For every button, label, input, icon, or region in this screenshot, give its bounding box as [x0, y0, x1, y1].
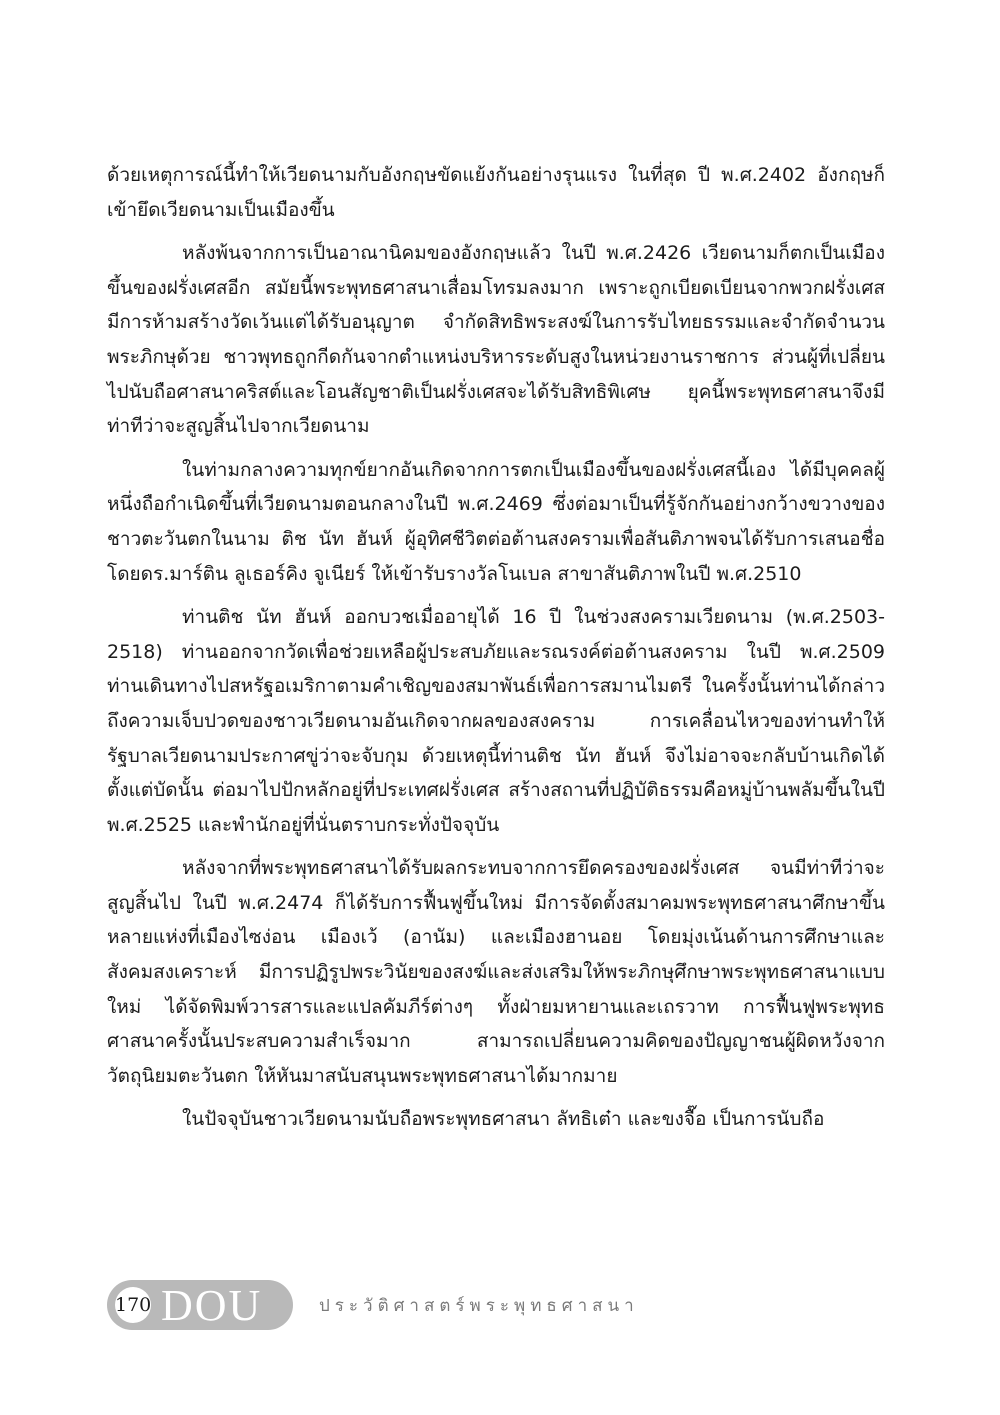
paragraph-french-colonial-era: หลังพ้นจากการเป็นอาณานิคมของอังกฤษแล้ว ในปี พ.ศ.2426 เวียดนามก็ตกเป็นเมืองขึ้นของฝรั่งเศสอีก สมัยนี้พระพุทธศาสนาเสื่อมโทรมลงมาก เพราะถูกเบียดเบียนจากพวกฝรั่งเศส มีการห้ามสร้างวัดเว้นแต่ได้รับอนุญาต จำกัดสิทธิพระสงฆ์ในการรับไทยธรรมและจำกัดจำนวนพระภิกษุด้วย ชาวพุทธถูกกีดกันจากตำแหน่งบริหารระดับสูงในหน่วยงานราชการ ส่วนผู้ที่เปลี่ยนไปนับถือศาสนาคริสต์และโอนสัญชาติเป็นฝรั่งเศสจะได้รับสิทธิพิเศษ ยุคนี้พระพุทธศาสนาจึงมีท่าทีว่าจะสูญสิ้นไปจากเวียดนาม: [107, 242, 885, 438]
page-number: 170: [115, 1287, 151, 1323]
paragraph-thich-nhat-hanh-life: ท่านติช นัท ฮันห์ ออกบวชเมื่ออายุได้ 16 ปี ในช่วงสงครามเวียดนาม (พ.ศ.2503-2518) ท่านออกจากวัดเพื่อช่วยเหลือผู้ประสบภัยและรณรงค์ต่อต้านสงคราม ในปี พ.ศ.2509 ท่านเดินทางไปสหรัฐอเมริกาตามคำเชิญของสมาพันธ์เพื่อการสมานไมตรี ในครั้งนั้นท่านได้กล่าวถึงความเจ็บปวดของชาวเวียดนามอันเกิดจากผลของสงคราม การเคลื่อนไหวของท่านทำให้รัฐบาลเวียดนามประกาศขู่ว่าจะจับกุม ด้วยเหตุนี้ท่านติช นัท ฮันห์ จึงไม่อาจจะกลับบ้านเกิดได้ตั้งแต่บัดนั้น ต่อมาไปปักหลักอยู่ที่ประเทศฝรั่งเศส สร้างสถานที่ปฏิบัติธรรมคือหมู่บ้านพลัมขึ้นในปี พ.ศ.2525 และพำนักอยู่ที่นั่นตราบกระทั่งปัจจุบัน: [107, 606, 885, 836]
page-footer: [107, 1280, 639, 1330]
running-title: ประวัติศาสตร์พระพุทธศาสนา: [319, 1295, 639, 1316]
paragraph-thich-nhat-hanh-birth: ในท่ามกลางความทุกข์ยากอันเกิดจากการตกเป็นเมืองขึ้นของฝรั่งเศสนี้เอง ได้มีบุคคลผู้หนึ่งถือกำเนิดขึ้นที่เวียดนามตอนกลางในปี พ.ศ.2469 ซึ่งต่อมาเป็นที่รู้จักกันอย่างกว้างขวางของชาวตะวันตกในนาม ติช นัท ฮันห์ ผู้อุทิศชีวิตต่อต้านสงครามเพื่อสันติภาพจนได้รับการเสนอชื่อโดยดร.มาร์ติน ลูเธอร์คิง จูเนียร์ ให้เข้ารับรางวัลโนเบล สาขาสันติภาพในปี พ.ศ.2510: [107, 458, 885, 585]
paragraph-buddhism-revival: หลังจากที่พระพุทธศาสนาได้รับผลกระทบจากการยึดครองของฝรั่งเศส จนมีท่าทีว่าจะสูญสิ้นไป ในปี พ.ศ.2474 ก็ได้รับการฟื้นฟูขึ้นใหม่ มีการจัดตั้งสมาคมพระพุทธศาสนาศึกษาขึ้นหลายแห่งที่เมืองไซง่อน เมืองเว้ (อานัม) และเมืองฮานอย โดยมุ่งเน้นด้านการศึกษาและสังคมสงเคราะห์ มีการปฏิรูปพระวินัยของสงฆ์และส่งเสริมให้พระภิกษุศึกษาพระพุทธศาสนาแบบใหม่ ได้จัดพิมพ์วารสารและแปลคัมภีร์ต่างๆ ทั้งฝ่ายมหายานและเถรวาท การฟื้นฟูพระพุทธศาสนาครั้งนั้นประสบความสำเร็จมาก สามารถเปลี่ยนความคิดของปัญญาชนผู้ผิดหวังจากวัตถุนิยมตะวันตก ให้หันมาสนับสนุนพระพุทธศาสนาได้มากมาย: [107, 857, 885, 1087]
footer-badge: [107, 1280, 293, 1330]
dou-logo: DOU: [161, 1281, 263, 1330]
paragraph-present-day: ในปัจจุบันชาวเวียดนามนับถือพระพุทธศาสนา ลัทธิเต๋า และขงจื๊อ เป็นการนับถือ: [182, 1108, 825, 1131]
paragraph-continuation: ด้วยเหตุการณ์นี้ทำให้เวียดนามกับอังกฤษขัดแย้งกันอย่างรุนแรง ในที่สุด ปี พ.ศ.2402 อังกฤษก็เข้ายึดเวียดนามเป็นเมืองขึ้น: [107, 164, 885, 221]
page-body: [107, 158, 885, 1146]
